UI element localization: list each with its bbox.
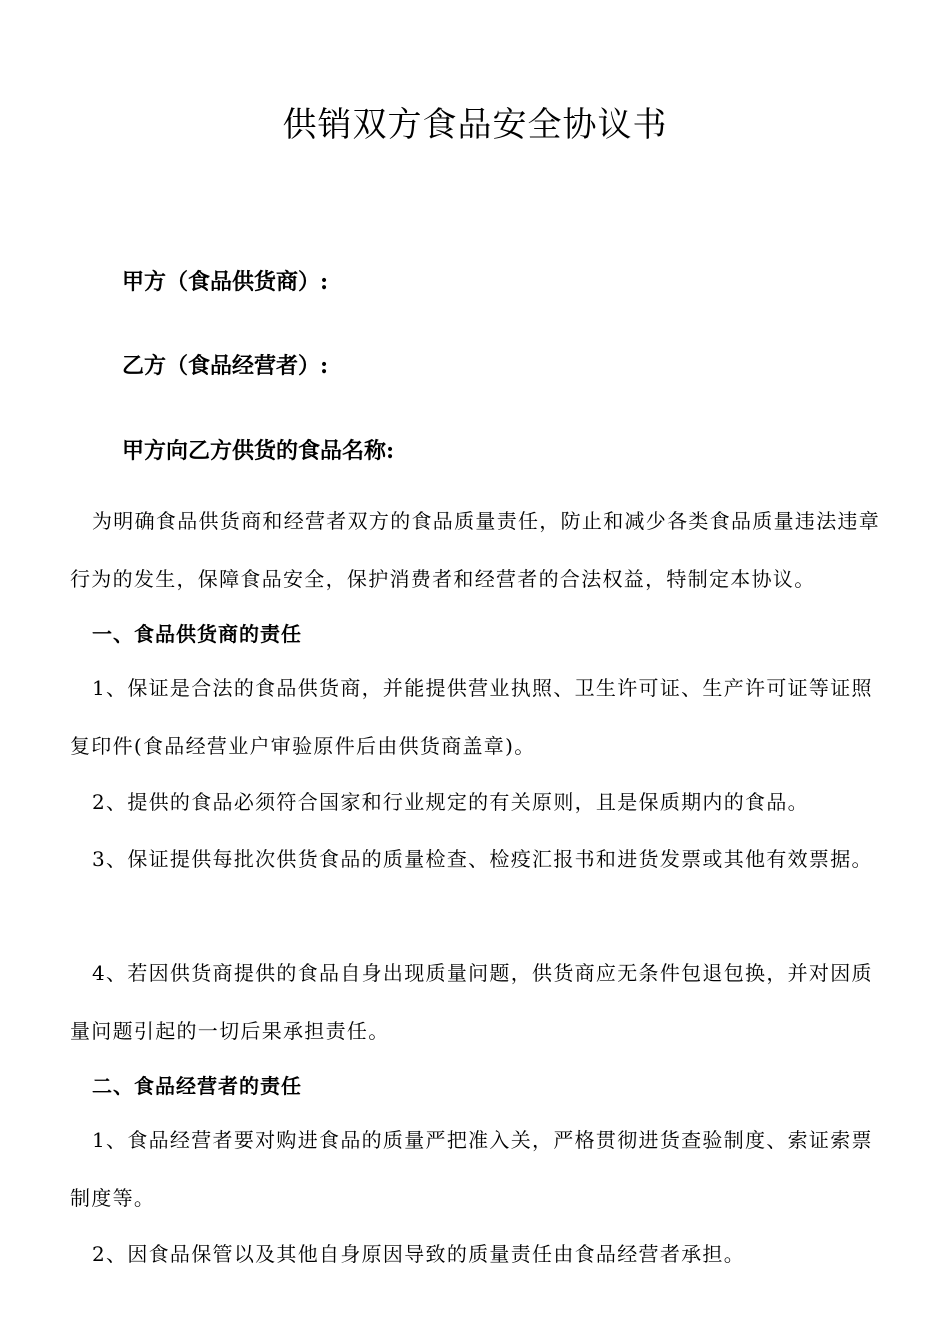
- document-title: 供销双方食品安全协议书: [282, 105, 668, 145]
- intro-paragraph: 为明确食品供货商和经营者双方的食品质量责任，防止和减少各类食品质量违法违章行为的发生，保障食品安全，保护消费者和经营者的合法权益，特制定本协议。: [70, 509, 881, 591]
- section1-item-1: 1、保证是合法的食品供货商，并能提供营业执照、卫生许可证、生产许可证等证照复印件(食品经营业户审验原件后由供货商盖章)。: [70, 676, 873, 758]
- section1-heading: 一、食品供货商的责任: [92, 622, 302, 646]
- section2-item-1: 1、食品经营者要对购进食品的质量严把准入关，严格贯彻进货查验制度、索证索票制度等。: [70, 1128, 873, 1210]
- section1-item-2: 2、提供的食品必须符合国家和行业规定的有关原则，且是保质期内的食品。: [92, 790, 809, 814]
- party-b-label: 乙方（食品经营者）:: [122, 353, 329, 379]
- party-a-label: 甲方（食品供货商）:: [122, 269, 329, 295]
- section1-item-3: 3、保证提供每批次供货食品的质量检查、检疫汇报书和进货发票或其他有效票据。: [92, 847, 873, 871]
- food-name-label: 甲方向乙方供货的食品名称:: [122, 438, 395, 464]
- section1-item-4: 4、若因供货商提供的食品自身出现质量问题，供货商应无条件包退包换，并对因质量问题引起的一切后果承担责任。: [70, 961, 873, 1043]
- section2-heading: 二、食品经营者的责任: [92, 1074, 302, 1098]
- section2-item-2: 2、因食品保管以及其他自身原因导致的质量责任由食品经营者承担。: [92, 1242, 746, 1266]
